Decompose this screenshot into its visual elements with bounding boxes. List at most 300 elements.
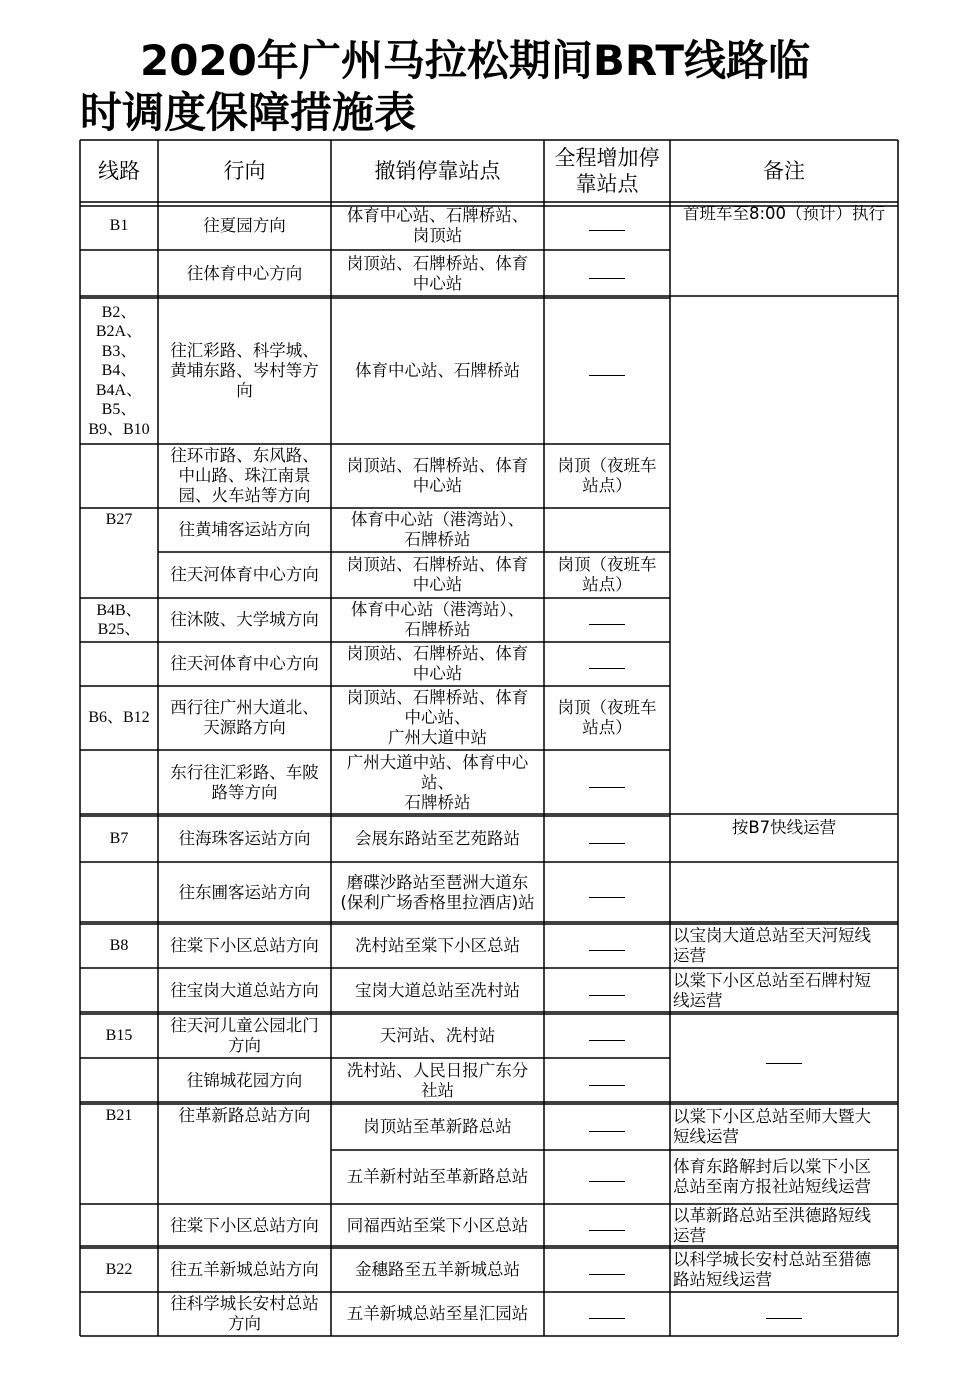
direction-cell-text — [179, 1106, 311, 1126]
cancel-stops-cell — [331, 1204, 544, 1248]
route-cell — [80, 1204, 158, 1248]
note-cell-b21-c — [670, 1204, 898, 1248]
direction-cell-line: 往五羊新城总站方向 — [170, 1260, 319, 1279]
route-cell — [80, 444, 158, 508]
added-stops-cell-text — [589, 361, 625, 381]
added-stops-cell-text — [589, 1167, 625, 1187]
direction-cell — [158, 598, 331, 642]
note-cell-b22-b-text — [766, 1304, 802, 1324]
direction-cell — [158, 444, 331, 508]
cancel-stops-cell-line: 磨碟沙路站至琶洲大道东 — [346, 873, 529, 892]
added-stops-cell-text — [589, 1304, 625, 1324]
cancel-stops-cell-line: 同福西站至棠下小区总站 — [346, 1216, 529, 1235]
route-cell-text — [88, 303, 149, 440]
direction-cell-line: 东行往汇彩路、车陂 — [170, 763, 319, 782]
cancel-stops-cell-line: 岗顶站、石牌桥站、体育 — [346, 456, 529, 475]
route-cell-line: B3、 — [101, 342, 137, 360]
note-cell-b22-a-line: 路站短线运营 — [673, 1270, 772, 1289]
direction-cell-line: 园、火车站等方向 — [178, 486, 311, 505]
route-cell-line: B2A、 — [95, 323, 143, 341]
added-stops-cell-text — [589, 936, 625, 956]
cancel-stops-cell-text — [355, 936, 520, 956]
direction-cell-line: 往棠下小区总站方向 — [170, 1216, 319, 1235]
added-stops-cell-line: 站点） — [582, 476, 632, 495]
dash-mark — [766, 1063, 802, 1064]
cancel-stops-cell-text — [351, 600, 524, 640]
added-stops-cell — [544, 924, 670, 968]
added-stops-cell — [544, 968, 670, 1014]
header-added-stops-line: 全程增加停 — [554, 146, 660, 170]
route-cell — [80, 1058, 158, 1104]
cancel-stops-cell-text — [347, 688, 529, 748]
direction-cell — [158, 1058, 331, 1104]
direction-cell-line: 往科学城长安村总站 — [170, 1294, 319, 1313]
direction-cell-line: 天源路方向 — [203, 718, 286, 737]
cancel-stops-cell-line: 金穗路至五羊新城总站 — [355, 1260, 520, 1279]
direction-cell-text — [170, 1294, 319, 1334]
cancel-stops-cell — [331, 1104, 544, 1150]
direction-cell-line: 往黄埔客运站方向 — [178, 520, 311, 539]
direction-cell-text — [187, 264, 303, 284]
route-cell — [80, 298, 158, 444]
cancel-stops-cell — [331, 924, 544, 968]
dash-mark — [589, 1085, 625, 1086]
dash-mark — [589, 950, 625, 951]
cancel-stops-cell-text — [347, 1304, 529, 1324]
added-stops-cell-text — [589, 829, 625, 849]
direction-cell-line: 往宝岗大道总站方向 — [170, 981, 319, 1000]
direction-cell-line: 往海珠客运站方向 — [178, 829, 311, 848]
route-cell-line: B1 — [109, 217, 129, 235]
direction-cell-line: 方向 — [228, 1314, 261, 1333]
cancel-stops-cell-line: 岗顶站、石牌桥站、体育 — [346, 688, 529, 707]
note-cell-b21-a-text — [673, 1107, 871, 1147]
added-stops-cell — [544, 1150, 670, 1204]
cancel-stops-cell-line: 岗顶站、石牌桥站、体育 — [346, 254, 529, 273]
added-stops-cell — [544, 1248, 670, 1292]
direction-cell-line: 往革新路总站方向 — [178, 1106, 311, 1125]
dash-mark — [589, 995, 625, 996]
cancel-stops-cell-line: 社站 — [421, 1081, 454, 1100]
direction-cell — [158, 202, 331, 250]
direction-cell — [158, 924, 331, 968]
route-cell — [80, 750, 158, 816]
direction-cell-line: 中山路、珠江南景 — [178, 466, 311, 485]
route-cell-line: B4、 — [101, 362, 137, 380]
cancel-stops-cell — [331, 1058, 544, 1104]
added-stops-cell-text — [589, 1026, 625, 1046]
cancel-stops-cell-text — [355, 361, 520, 381]
page-title-line-2: 时调度保障措施表 — [80, 88, 417, 137]
added-stops-cell-text — [589, 1260, 625, 1280]
route-cell-line: B21 — [105, 1107, 133, 1124]
dash-mark — [589, 230, 625, 231]
added-stops-cell — [544, 202, 670, 250]
direction-cell-text — [170, 446, 319, 506]
added-stops-cell — [544, 1104, 670, 1150]
cancel-stops-cell-line: 岗顶站、石牌桥站、体育 — [346, 644, 529, 663]
note-cell-b1 — [670, 202, 898, 816]
cancel-stops-cell-line: 体育中心站（港湾站）、 — [350, 510, 525, 529]
route-cell — [80, 1104, 158, 1204]
added-stops-cell — [544, 1204, 670, 1248]
direction-cell — [158, 862, 331, 924]
added-stops-cell-text — [558, 698, 657, 738]
added-stops-cell-text — [589, 216, 625, 236]
direction-cell-line: 往锦城花园方向 — [186, 1071, 303, 1090]
added-stops-cell-text — [589, 981, 625, 1001]
direction-cell-line: 往天河体育中心方向 — [170, 654, 319, 673]
added-stops-cell-line: 站点） — [582, 575, 632, 594]
added-stops-cell-text — [558, 456, 657, 496]
direction-cell-line: 往天河体育中心方向 — [170, 565, 319, 584]
route-cell-text — [88, 708, 149, 728]
cancel-stops-cell — [331, 1292, 544, 1336]
note-cell-b22-a — [670, 1248, 898, 1292]
cancel-stops-cell-line: 体育中心站、石牌桥站 — [355, 361, 520, 380]
cancel-stops-cell-line: 中心站、 — [404, 708, 471, 727]
route-cell-text — [110, 216, 129, 236]
direction-cell-text — [170, 1216, 319, 1236]
route-cell-line: B25、 — [97, 621, 141, 638]
direction-cell-text — [179, 520, 311, 540]
note-cell-b8-b-text — [673, 971, 871, 1011]
note-cell-b21-c-line: 运营 — [673, 1226, 706, 1245]
added-stops-cell-text — [589, 264, 625, 284]
cancel-stops-cell-line: 石牌桥站 — [404, 620, 471, 639]
cancel-stops-cell-text — [347, 206, 529, 246]
route-cell-text — [106, 510, 133, 530]
note-cell-b22-a-line: 以科学城长安村总站至猎德 — [673, 1250, 871, 1269]
added-stops-cell-line: 岗顶（夜班车 — [557, 698, 657, 717]
cancel-stops-cell-line: 五羊新城总站至星汇园站 — [346, 1304, 529, 1323]
direction-cell — [158, 1104, 331, 1204]
added-stops-cell-text — [589, 654, 625, 674]
added-stops-cell-text — [589, 610, 625, 630]
added-stops-cell — [544, 1292, 670, 1336]
cancel-stops-cell-text — [347, 753, 529, 813]
direction-cell-line: 路等方向 — [211, 783, 278, 802]
cancel-stops-cell-text — [355, 829, 520, 849]
cancel-stops-cell-text — [347, 1061, 529, 1101]
cancel-stops-cell — [331, 1150, 544, 1204]
header-route-line: 线路 — [98, 159, 140, 183]
note-cell-b1-text — [683, 204, 885, 224]
cancel-stops-cell — [331, 816, 544, 862]
direction-cell-line: 黄埔东路、岑村等方 — [170, 361, 319, 380]
cancel-stops-cell — [331, 508, 544, 552]
route-cell — [80, 508, 158, 598]
route-cell-text — [110, 829, 129, 849]
direction-cell-text — [170, 565, 319, 585]
route-cell-line: B9、B10 — [88, 420, 150, 438]
direction-cell — [158, 552, 331, 598]
cancel-stops-cell-line: 五羊新村站至革新路总站 — [346, 1167, 529, 1186]
cancel-stops-cell-text — [347, 254, 529, 294]
direction-cell-line: 往体育中心方向 — [186, 264, 303, 283]
dash-mark — [589, 375, 625, 376]
route-cell-line: B6、B12 — [88, 709, 150, 727]
added-stops-cell-text — [589, 1071, 625, 1091]
direction-cell — [158, 686, 331, 750]
direction-cell — [158, 1014, 331, 1058]
note-cell-b15 — [670, 1014, 898, 1104]
cancel-stops-cell-line: 岗顶站至革新路总站 — [363, 1117, 512, 1136]
dash-mark — [589, 1318, 625, 1319]
direction-cell-line: 往沐陂、大学城方向 — [170, 610, 319, 629]
added-stops-cell-line: 站点） — [582, 718, 632, 737]
note-cell-b21-b-text — [673, 1157, 871, 1197]
note-cell-b21-c-line: 以革新路总站至洪德路短线 — [673, 1206, 871, 1225]
cancel-stops-cell — [331, 1014, 544, 1058]
direction-cell-text — [170, 610, 319, 630]
route-cell — [80, 968, 158, 1014]
direction-cell — [158, 250, 331, 298]
direction-cell — [158, 1248, 331, 1292]
cancel-stops-cell-text — [363, 1117, 512, 1137]
dash-mark — [589, 624, 625, 625]
added-stops-cell — [544, 862, 670, 924]
cancel-stops-cell — [331, 1248, 544, 1292]
route-cell-line: B4B、 — [96, 601, 142, 619]
direction-cell — [158, 1292, 331, 1336]
route-cell-text — [110, 936, 129, 956]
added-stops-cell-line: 岗顶（夜班车 — [557, 456, 657, 475]
cancel-stops-cell-text — [355, 1260, 520, 1280]
dash-mark — [589, 1230, 625, 1231]
cancel-stops-cell — [331, 202, 544, 250]
cancel-stops-cell-text — [380, 1026, 496, 1046]
page-title-line-1: 2020年广州马拉松期间BRT线路临 — [140, 36, 811, 85]
direction-cell-text — [170, 936, 319, 956]
note-cell-b22-a-text — [673, 1250, 871, 1290]
cancel-stops-cell-line: 石牌桥站 — [404, 793, 471, 812]
header-route — [80, 140, 158, 202]
added-stops-cell-text — [589, 883, 625, 903]
added-stops-cell — [544, 1014, 670, 1058]
direction-cell-line: 向 — [236, 381, 253, 400]
dash-mark — [589, 1131, 625, 1132]
direction-cell — [158, 816, 331, 862]
note-cell-b8-a-line: 运营 — [673, 946, 706, 965]
header-notes-line: 备注 — [763, 159, 805, 183]
route-cell-line: B4A、 — [95, 381, 143, 399]
dash-mark — [589, 278, 625, 279]
cancel-stops-cell-line: 广州大道中站 — [388, 728, 487, 747]
route-cell — [80, 816, 158, 862]
note-cell-b8-a-line: 以宝岗大道总站至天河短线 — [673, 926, 871, 945]
cancel-stops-cell-line: 会展东路站至艺苑路站 — [355, 829, 520, 848]
direction-cell-text — [203, 216, 286, 236]
note-cell-b22-b — [670, 1292, 898, 1336]
added-stops-cell — [544, 444, 670, 508]
direction-cell-line: 往汇彩路、科学城、 — [170, 341, 319, 360]
cancel-stops-cell-line: 岗顶站 — [412, 226, 463, 245]
cancel-stops-cell — [331, 862, 544, 924]
header-direction — [158, 140, 331, 202]
added-stops-cell — [544, 250, 670, 298]
direction-cell-text — [170, 1260, 319, 1280]
added-stops-cell — [544, 750, 670, 816]
cancel-stops-cell-line: 石牌桥站 — [404, 530, 471, 549]
cancel-stops-cell-line: 冼村站、人民日报广东分 — [346, 1061, 529, 1080]
cancel-stops-cell-line: 中心站 — [412, 575, 463, 594]
route-cell-text — [106, 1026, 133, 1046]
added-stops-cell-text — [589, 773, 625, 793]
cancel-stops-cell-text — [340, 873, 534, 913]
header-route-text — [98, 158, 140, 184]
direction-cell-text — [170, 654, 319, 674]
cancel-stops-cell — [331, 298, 544, 444]
header-cancel-stops-text — [375, 158, 501, 184]
cancel-stops-cell-text — [347, 1167, 529, 1187]
added-stops-cell — [544, 598, 670, 642]
route-cell-line: B7 — [109, 830, 129, 848]
cancel-stops-cell — [331, 968, 544, 1014]
dash-mark — [589, 1274, 625, 1275]
direction-cell-text — [179, 883, 311, 903]
note-cell-b7-text — [732, 818, 836, 838]
cancel-stops-cell — [331, 750, 544, 816]
cancel-stops-cell — [331, 444, 544, 508]
note-cell-b21-a — [670, 1104, 898, 1150]
note-cell-b15-text — [766, 1049, 802, 1069]
note-cell-b8-a — [670, 924, 898, 968]
header-notes — [670, 140, 898, 202]
direction-cell — [158, 298, 331, 444]
cancel-stops-cell-text — [347, 644, 529, 684]
direction-cell-text — [170, 981, 319, 1001]
cancel-stops-cell-line: 中心站 — [412, 476, 463, 495]
route-cell-line: B15 — [105, 1027, 133, 1045]
note-cell-b21-b-line: 体育东路解封后以棠下小区 — [673, 1157, 871, 1176]
note-cell-b21-a-line: 短线运营 — [673, 1127, 739, 1146]
cancel-stops-cell-text — [347, 555, 529, 595]
route-cell-line: B27 — [105, 511, 133, 528]
route-cell-line: B8 — [109, 937, 129, 955]
cancel-stops-cell-text — [347, 1216, 529, 1236]
cancel-stops-cell — [331, 686, 544, 750]
direction-cell-line: 往东圃客运站方向 — [178, 883, 311, 902]
cancel-stops-cell-line: 广州大道中站、体育中心 — [346, 753, 529, 772]
direction-cell-line: 往夏园方向 — [203, 216, 286, 235]
header-added-stops-text — [555, 145, 660, 197]
direction-cell-text — [187, 1071, 303, 1091]
cancel-stops-cell — [331, 598, 544, 642]
direction-cell-text — [170, 763, 319, 803]
route-cell — [80, 1292, 158, 1336]
cancel-stops-cell-text — [351, 510, 524, 550]
route-cell — [80, 686, 158, 750]
added-stops-cell-text — [589, 1117, 625, 1137]
direction-cell — [158, 1204, 331, 1248]
route-cell-text — [96, 601, 141, 640]
added-stops-cell-line: 岗顶（夜班车 — [557, 555, 657, 574]
direction-cell-text — [179, 829, 311, 849]
added-stops-cell-text — [589, 1216, 625, 1236]
header-direction-line: 行向 — [223, 159, 266, 183]
cancel-stops-cell-line: 体育中心站（港湾站）、 — [350, 600, 525, 619]
added-stops-cell — [544, 552, 670, 598]
dash-mark — [766, 1318, 802, 1319]
dash-mark — [589, 1181, 625, 1182]
note-cell-b7 — [670, 816, 898, 924]
added-stops-cell — [544, 508, 670, 552]
header-added-stops — [544, 140, 670, 202]
route-cell-text — [106, 1106, 133, 1126]
cancel-stops-cell — [331, 552, 544, 598]
cancel-stops-cell-line: 冼村站至棠下小区总站 — [355, 936, 520, 955]
dash-mark — [589, 1040, 625, 1041]
note-cell-b21-b — [670, 1150, 898, 1204]
direction-cell — [158, 642, 331, 686]
added-stops-cell — [544, 1058, 670, 1104]
note-cell-b1-line: 首班车至8:00（预计）执行 — [682, 204, 886, 223]
note-cell-b8-b-line: 线运营 — [673, 991, 723, 1010]
dash-mark — [589, 843, 625, 844]
note-cell-b21-c-text — [673, 1206, 871, 1246]
dash-mark — [589, 668, 625, 669]
note-cell-b7-line: 按B7快线运营 — [731, 818, 837, 837]
cancel-stops-cell-text — [355, 981, 520, 1001]
cancel-stops-cell-line: 站、 — [421, 773, 454, 792]
route-cell — [80, 250, 158, 298]
direction-cell-text — [170, 341, 319, 401]
cancel-stops-cell-line: 宝岗大道总站至冼村站 — [355, 981, 520, 1000]
direction-cell-line: 往天河儿童公园北门 — [170, 1016, 319, 1035]
cancel-stops-cell-text — [347, 456, 529, 496]
header-cancel-stops-line: 撤销停靠站点 — [374, 159, 501, 183]
note-cell-b21-a-line: 以棠下小区总站至师大暨大 — [673, 1107, 871, 1126]
note-cell-b8-b-line: 以棠下小区总站至石牌村短 — [673, 971, 871, 990]
dash-mark — [589, 787, 625, 788]
route-cell-text — [106, 1260, 133, 1280]
route-cell — [80, 924, 158, 968]
route-cell — [80, 1248, 158, 1292]
cancel-stops-cell-line: 天河站、冼村站 — [379, 1026, 496, 1045]
cancel-stops-cell-line: 体育中心站、石牌桥站、 — [346, 206, 529, 225]
cancel-stops-cell — [331, 250, 544, 298]
route-cell — [80, 642, 158, 686]
added-stops-cell — [544, 816, 670, 862]
direction-cell-line: 方向 — [228, 1036, 261, 1055]
route-cell-line: B2、 — [101, 303, 137, 321]
direction-cell — [158, 750, 331, 816]
direction-cell-line: 往环市路、东风路、 — [170, 446, 319, 465]
cancel-stops-cell-line: 中心站 — [412, 274, 463, 293]
direction-cell-line: 西行往广州大道北、 — [170, 698, 319, 717]
direction-cell-line: 往棠下小区总站方向 — [170, 936, 319, 955]
cancel-stops-cell-line: 岗顶站、石牌桥站、体育 — [346, 555, 529, 574]
header-cancel-stops — [331, 140, 544, 202]
added-stops-cell — [544, 298, 670, 444]
direction-cell-text — [170, 698, 319, 738]
direction-cell — [158, 508, 331, 552]
added-stops-cell — [544, 686, 670, 750]
note-cell-b8-a-text — [673, 926, 871, 966]
added-stops-cell-text — [558, 555, 657, 595]
route-cell — [80, 598, 158, 642]
note-cell-b21-b-line: 总站至南方报社站短线运营 — [673, 1177, 871, 1196]
route-cell-line: B5、 — [101, 401, 137, 419]
dash-mark — [589, 897, 625, 898]
route-cell — [80, 862, 158, 924]
added-stops-cell — [544, 642, 670, 686]
cancel-stops-cell — [331, 642, 544, 686]
route-cell — [80, 1014, 158, 1058]
header-notes-text — [763, 158, 805, 184]
direction-cell — [158, 968, 331, 1014]
